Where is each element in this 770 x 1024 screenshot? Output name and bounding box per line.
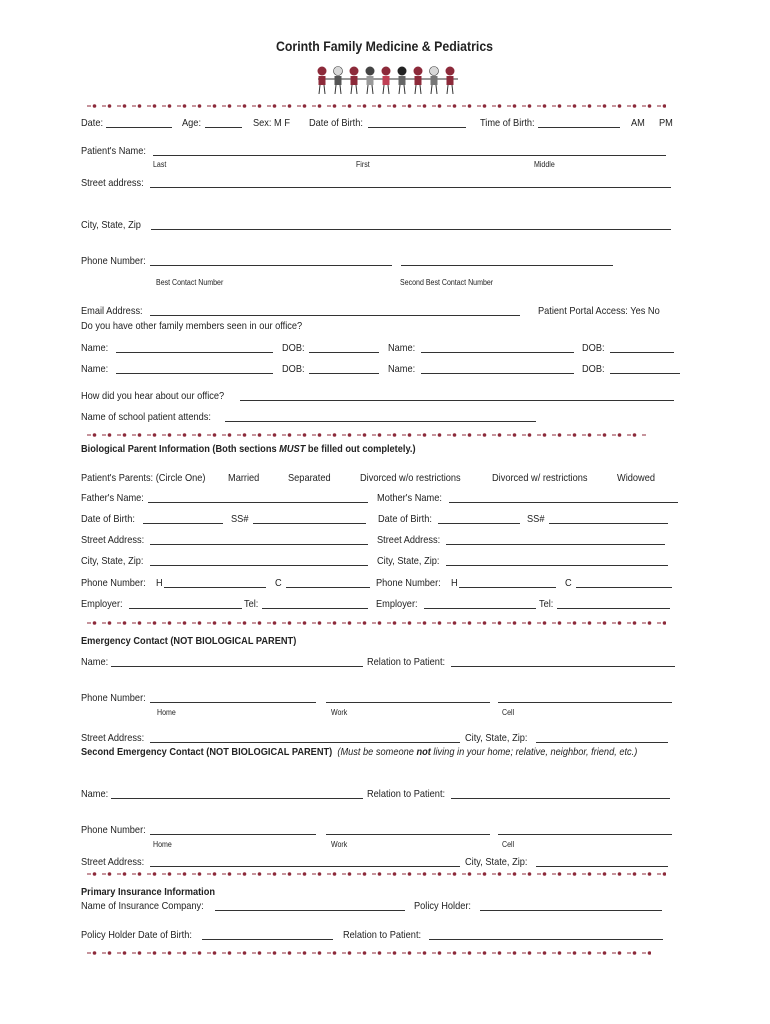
patient-name-label: Patient's Name: [81, 145, 146, 157]
school-label: Name of school patient attends: [81, 411, 211, 423]
family-name-field[interactable] [116, 352, 273, 353]
policy-holder-label: Policy Holder: [414, 900, 472, 912]
age-label: Age: [182, 117, 202, 129]
emergency-street-field[interactable] [150, 742, 460, 743]
age-field[interactable] [205, 127, 242, 128]
mother-name-label: Mother's Name: [377, 492, 442, 504]
family-dob-label: DOB: [282, 363, 305, 375]
emergency-phone-label: Phone Number: [81, 692, 146, 704]
section-divider [86, 870, 666, 878]
father-dob-label: Date of Birth: [81, 513, 135, 525]
mother-city-field[interactable] [446, 565, 668, 566]
patient-name-field[interactable] [153, 155, 666, 156]
family-name-field[interactable] [116, 373, 273, 374]
family-name-field[interactable] [421, 373, 574, 374]
city-state-zip-field[interactable] [151, 229, 671, 230]
father-home-prefix: H [156, 577, 163, 589]
emergency-name-label: Name: [81, 656, 109, 668]
emergency-work-phone-field[interactable] [326, 702, 490, 703]
emergency-relation-label: Relation to Patient: [367, 656, 446, 668]
best-phone-field[interactable] [150, 265, 392, 266]
mother-employer-field[interactable] [424, 608, 536, 609]
family-dob-field[interactable] [309, 352, 379, 353]
middle-caption: Middle [534, 160, 555, 169]
family-dob-label: DOB: [282, 342, 305, 354]
father-city-field[interactable] [150, 565, 368, 566]
mother-ssn-label: SS# [527, 513, 545, 525]
emergency-city-label: City, State, Zip: [465, 732, 528, 744]
mother-dob-field[interactable] [438, 523, 520, 524]
family-members-question: Do you have other family members seen in our office? [81, 320, 303, 332]
option-married[interactable]: Married [228, 472, 260, 484]
mother-employer-label: Employer: [376, 598, 418, 610]
insurance-company-field[interactable] [215, 910, 405, 911]
mother-city-label: City, State, Zip: [377, 555, 440, 567]
best-contact-caption: Best Contact Number [156, 278, 224, 287]
family-name-label: Name: [388, 342, 416, 354]
family-name-label: Name: [81, 363, 109, 375]
father-tel-label: Tel: [244, 598, 259, 610]
father-cell-phone-field[interactable] [286, 587, 370, 588]
father-ssn-label: SS# [231, 513, 249, 525]
email-field[interactable] [150, 315, 520, 316]
family-name-label: Name: [388, 363, 416, 375]
father-phone-label: Phone Number: [81, 577, 146, 589]
mother-name-field[interactable] [449, 502, 678, 503]
time-of-birth-field[interactable] [538, 127, 620, 128]
mother-dob-label: Date of Birth: [378, 513, 432, 525]
page-title: Corinth Family Medicine & Pediatrics [276, 38, 494, 54]
mother-home-prefix: H [451, 577, 458, 589]
cell-caption: Cell [502, 708, 515, 717]
family-name-label: Name: [81, 342, 109, 354]
father-home-phone-field[interactable] [164, 587, 266, 588]
emergency-cell-phone-field[interactable] [498, 702, 672, 703]
option-separated[interactable]: Separated [288, 472, 331, 484]
second-emergency-relation-field[interactable] [451, 798, 670, 799]
date-field[interactable] [106, 127, 172, 128]
street-address-field[interactable] [150, 187, 671, 188]
mother-home-phone-field[interactable] [459, 587, 556, 588]
second-emergency-street-label: Street Address: [81, 856, 145, 868]
insurance-company-label: Name of Insurance Company: [81, 900, 204, 912]
emergency-city-field[interactable] [536, 742, 668, 743]
dob-label: Date of Birth: [309, 117, 363, 129]
second-emergency-home-phone-field[interactable] [150, 834, 316, 835]
mother-phone-label: Phone Number: [376, 577, 441, 589]
second-emergency-city-label: City, State, Zip: [465, 856, 528, 868]
portal-access-label: Patient Portal Access: Yes No [538, 305, 660, 317]
family-dob-label: DOB: [582, 363, 605, 375]
emergency-street-label: Street Address: [81, 732, 145, 744]
second-emergency-name-field[interactable] [111, 798, 363, 799]
second-emergency-street-field[interactable] [150, 866, 460, 867]
home-caption: Home [157, 708, 176, 717]
sex-label: Sex: M F [253, 117, 290, 129]
time-of-birth-label: Time of Birth: [480, 117, 535, 129]
email-label: Email Address: [81, 305, 143, 317]
family-dob-label: DOB: [582, 342, 605, 354]
family-dob-field[interactable] [610, 352, 674, 353]
last-caption: Last [153, 160, 167, 169]
second-emergency-cell-phone-field[interactable] [498, 834, 672, 835]
school-field[interactable] [225, 421, 536, 422]
father-cell-prefix: C [275, 577, 282, 589]
date-label: Date: [81, 117, 104, 129]
hear-about-field[interactable] [240, 400, 674, 401]
insurance-relation-label: Relation to Patient: [343, 929, 422, 941]
dob-field[interactable] [368, 127, 466, 128]
section-divider [86, 949, 651, 957]
father-employer-label: Employer: [81, 598, 123, 610]
parents-heading: Biological Parent Information (Both sections MUST be filled out completely.) [81, 443, 416, 455]
father-dob-field[interactable] [143, 523, 223, 524]
mother-tel-label: Tel: [539, 598, 554, 610]
father-city-label: City, State, Zip: [81, 555, 144, 567]
first-caption: First [356, 160, 370, 169]
father-street-field[interactable] [150, 544, 368, 545]
emergency-name-field[interactable] [111, 666, 363, 667]
father-employer-field[interactable] [129, 608, 242, 609]
home-caption: Home [153, 840, 172, 849]
family-dob-field[interactable] [309, 373, 379, 374]
section-divider [86, 619, 666, 627]
father-name-label: Father's Name: [81, 492, 144, 504]
am-option[interactable]: AM [631, 117, 645, 129]
cell-caption: Cell [502, 840, 515, 849]
policy-holder-dob-label: Policy Holder Date of Birth: [81, 929, 192, 941]
section-divider [86, 431, 646, 439]
second-emergency-relation-label: Relation to Patient: [367, 788, 446, 800]
mother-cell-phone-field[interactable] [576, 587, 672, 588]
street-address-label: Street address: [81, 177, 144, 189]
mother-cell-prefix: C [565, 577, 572, 589]
mother-tel-field[interactable] [557, 608, 670, 609]
option-widowed[interactable]: Widowed [617, 472, 656, 484]
phone-label: Phone Number: [81, 255, 146, 267]
mother-street-field[interactable] [446, 544, 665, 545]
second-contact-caption: Second Best Contact Number [400, 278, 494, 287]
mother-ssn-field[interactable] [549, 523, 668, 524]
hear-about-label: How did you hear about our office? [81, 390, 225, 402]
option-divorced-without-restrictions[interactable]: Divorced w/o restrictions [360, 472, 461, 484]
second-phone-field[interactable] [401, 265, 613, 266]
second-emergency-work-phone-field[interactable] [326, 834, 490, 835]
section-divider [86, 102, 666, 110]
policy-holder-field[interactable] [480, 910, 662, 911]
emergency-relation-field[interactable] [451, 666, 675, 667]
father-tel-field[interactable] [262, 608, 368, 609]
mother-street-label: Street Address: [377, 534, 441, 546]
family-name-field[interactable] [421, 352, 574, 353]
pm-option[interactable]: PM [659, 117, 673, 129]
second-emergency-city-field[interactable] [536, 866, 668, 867]
work-caption: Work [331, 840, 348, 849]
second-emergency-phone-label: Phone Number: [81, 824, 146, 836]
option-divorced-with-restrictions[interactable]: Divorced w/ restrictions [492, 472, 588, 484]
second-emergency-heading: Second Emergency Contact (NOT BIOLOGICAL PARENT) (Must be someone not living in your home; relative, neighbor, friend, etc.) [81, 746, 638, 758]
insurance-heading: Primary Insurance Information [81, 886, 216, 898]
second-emergency-name-label: Name: [81, 788, 109, 800]
emergency-heading: Emergency Contact (NOT BIOLOGICAL PARENT) [81, 635, 297, 647]
work-caption: Work [331, 708, 348, 717]
father-name-field[interactable] [148, 502, 368, 503]
city-state-zip-label: City, State, Zip [81, 219, 141, 231]
circle-one-label: Patient's Parents: (Circle One) [81, 472, 206, 484]
insurance-relation-field[interactable] [429, 939, 663, 940]
policy-holder-dob-field[interactable] [202, 939, 333, 940]
father-ssn-field[interactable] [253, 523, 366, 524]
family-dob-field[interactable] [610, 373, 680, 374]
father-street-label: Street Address: [81, 534, 145, 546]
emergency-home-phone-field[interactable] [150, 702, 316, 703]
children-holding-hands-logo [312, 64, 462, 96]
